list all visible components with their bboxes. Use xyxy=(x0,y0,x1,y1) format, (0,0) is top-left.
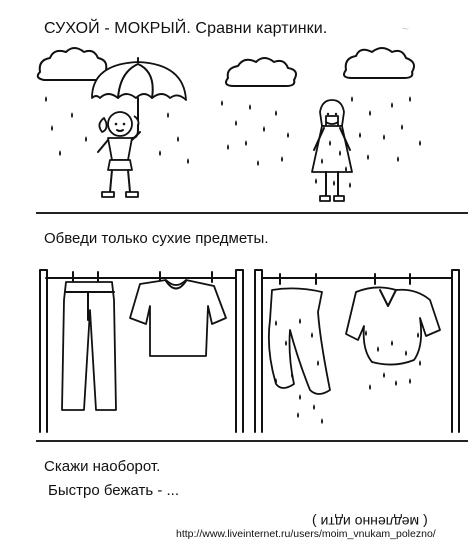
task-instruction: Обведи только сухие предметы. xyxy=(44,230,269,247)
wet-trousers-icon xyxy=(269,288,330,394)
source-url[interactable]: http://www.liveinternet.ru/users/moim_vnukam_polezno/ xyxy=(176,528,436,540)
raindrop-icon xyxy=(313,404,315,410)
task-phrase: Быстро бежать - ... xyxy=(48,482,180,499)
worksheet-title: СУХОЙ - МОКРЫЙ. Сравни картинки. xyxy=(44,20,328,37)
raindrop-icon xyxy=(395,380,397,386)
raindrop-icon xyxy=(409,378,411,384)
bleed-through-text: ~ xyxy=(402,22,410,36)
answer-upside-down: ( медленно идти ) xyxy=(312,514,428,530)
raindrop-icon xyxy=(321,418,323,424)
wet-shirt-icon xyxy=(346,287,440,364)
raindrop-icon xyxy=(299,394,301,400)
raindrop-icon xyxy=(419,360,421,366)
task-instruction-opposites: Скажи наоборот. xyxy=(44,458,161,475)
raindrop-icon xyxy=(369,384,371,390)
raindrop-icon xyxy=(383,372,385,378)
raindrop-icon xyxy=(297,412,299,418)
